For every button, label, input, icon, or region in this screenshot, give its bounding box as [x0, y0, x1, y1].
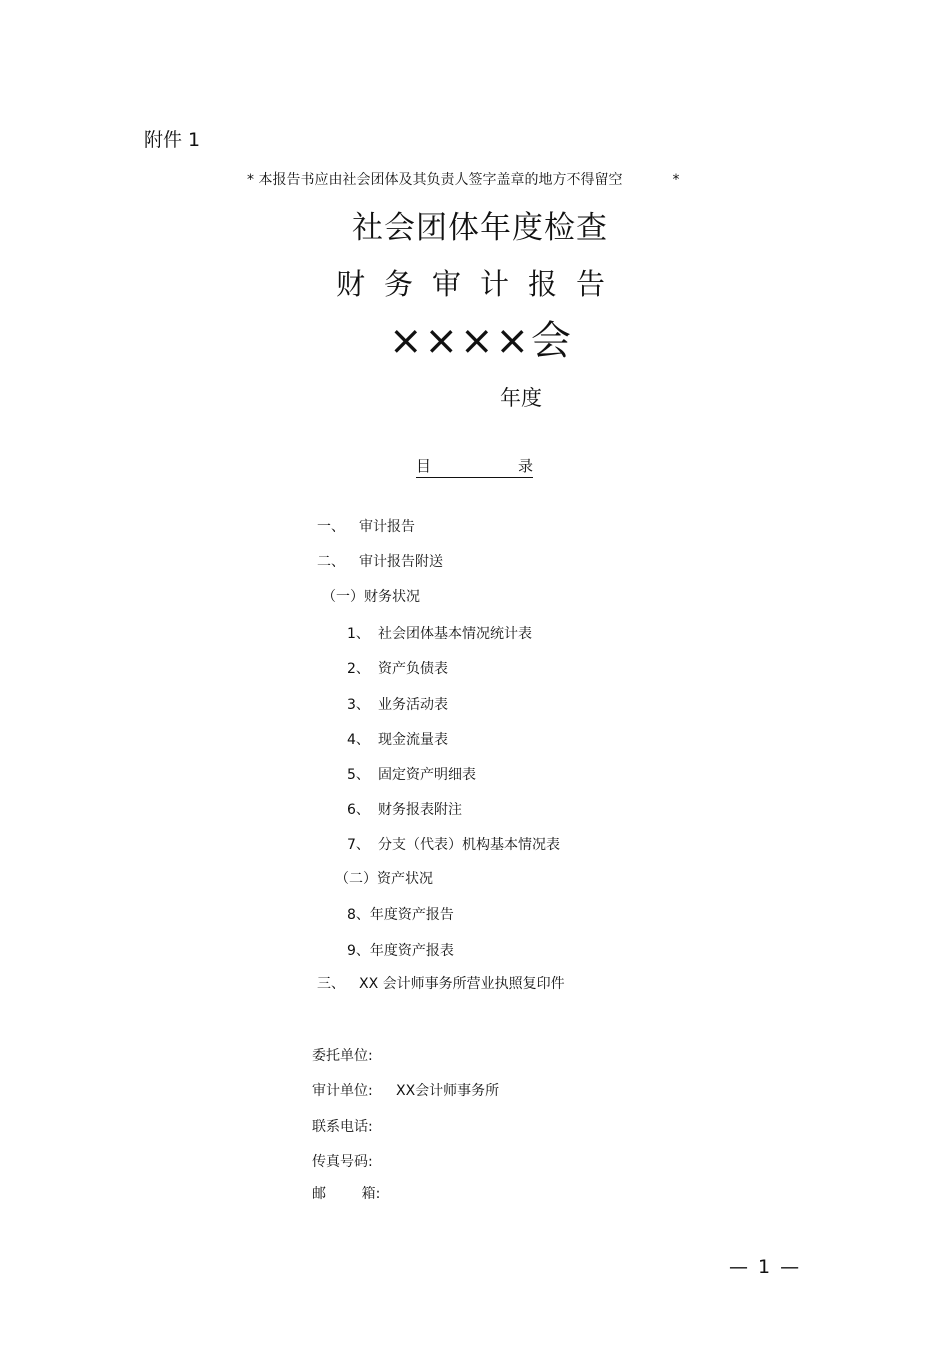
phone-label: 联系电话: — [312, 1119, 373, 1135]
notice-text — [247, 173, 679, 187]
toc-item-label: 9、年度资产报表 — [347, 943, 454, 959]
toc-item-num: 一、 — [317, 519, 345, 535]
attachment-label: 附件 1 — [144, 129, 201, 151]
toc-heading-left: 目 — [416, 457, 432, 475]
year-label: 年度 — [500, 386, 542, 410]
client-label: 委托单位: — [312, 1048, 373, 1064]
toc-item-label: 社会团体基本情况统计表 — [378, 626, 532, 642]
notice-star: * — [672, 172, 680, 188]
toc-item-label: 分支（代表）机构基本情况表 — [378, 837, 560, 853]
document-title-line1: 社会团体年度检查 — [352, 210, 608, 246]
fax-label: 传真号码: — [312, 1154, 373, 1170]
auditor-value: XX会计师事务所 — [396, 1083, 500, 1099]
organization-name: ××××会 — [388, 318, 574, 364]
toc-item-num: 5、 — [347, 767, 370, 783]
toc-heading — [416, 459, 533, 478]
toc-item-num: 1、 — [347, 626, 370, 642]
toc-item-label: 资产负债表 — [378, 661, 448, 677]
toc-item-label: 业务活动表 — [378, 697, 448, 713]
toc-item-label: 审计报告 — [359, 519, 415, 535]
toc-item-label: XX 会计师事务所营业执照复印件 — [359, 976, 565, 992]
toc-item-num: 6、 — [347, 802, 370, 818]
notice-main: * 本报告书应由社会团体及其负责人签字盖章的地方不得留空 — [247, 172, 623, 188]
toc-section-label: （一）财务状况 — [322, 589, 420, 605]
toc-item-label: 8、年度资产报告 — [347, 907, 454, 923]
toc-item-label: 现金流量表 — [378, 732, 448, 748]
toc-item-num: 2、 — [347, 661, 370, 677]
document-title-line2: 财务审计报告 — [335, 267, 624, 301]
toc-item-label: 固定资产明细表 — [378, 767, 476, 783]
auditor-label: 审计单位: — [312, 1083, 373, 1099]
toc-item-num: 4、 — [347, 732, 370, 748]
toc-item-num: 3、 — [347, 697, 370, 713]
toc-item-num: 三、 — [317, 976, 345, 992]
toc-item-label: 审计报告附送 — [359, 554, 443, 570]
page-number: — 1 — — [729, 1256, 802, 1278]
toc-item-label: 财务报表附注 — [378, 802, 462, 818]
toc-item-num: 7、 — [347, 837, 370, 853]
toc-item-num: 二、 — [317, 554, 345, 570]
mail-label: 邮 箱: — [312, 1186, 381, 1202]
toc-section-label: （二）资产状况 — [335, 871, 433, 887]
toc-heading-right: 录 — [517, 457, 533, 475]
